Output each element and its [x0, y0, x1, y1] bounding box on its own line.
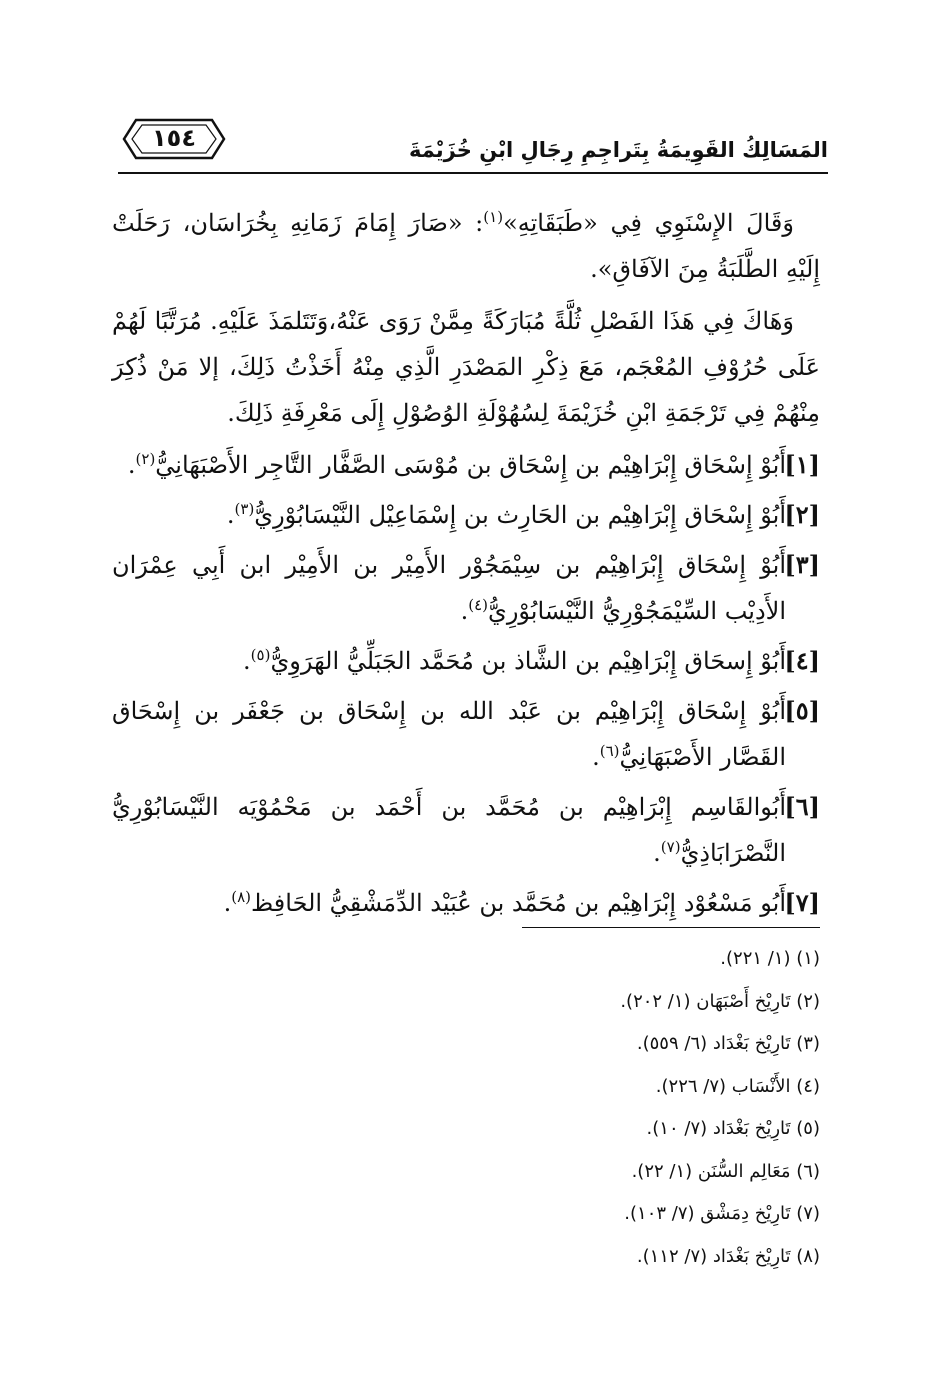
paragraph-intro — [112, 298, 820, 436]
footnotes — [300, 938, 820, 1278]
footnote-ref: (٣) — [234, 500, 255, 518]
page-number: ١٥٤ — [152, 124, 196, 152]
paragraph-text: وَقَالَ الإِسْنَوِي فِي «طَبَقَاتِهِ» — [503, 209, 794, 237]
entry-number: [٣] — [784, 550, 820, 579]
page-number-ornament — [122, 116, 226, 162]
page-header — [118, 108, 828, 178]
main-text — [112, 200, 820, 930]
narrator-entry: [٦] أَبُوالقَاسِم إِبْرَاهِيْم بن مُحَمَّد بن أَحْمَد بن مَحْمُوْيَه النَّيْسَابُوْرِيُّ النَّصْرَابَاذِيُّ$^{(٧)}$. — [112, 784, 820, 876]
footnote-ref: (٨) — [231, 888, 252, 906]
entry-text: أَبُوالقَاسِم إِبْرَاهِيْم بن مُحَمَّد بن أَحْمَد بن مَحْمُوْيَه النَّيْسَابُوْرِيُّ النَّصْرَابَاذِيُّ — [112, 793, 786, 867]
entry-text: أَبُوْ إِسْحَاق إِبْرَاهِيْم بن إِسْحَاق بن مُوْسَى الصَّفَّار التَّاجِر الأَصْبَهَانِيُّ — [155, 451, 786, 479]
footnote: (٣) تَارِيْخ بَغْدَاد (٦/ ٥٥٩). — [636, 1033, 820, 1054]
footnote-separator — [522, 927, 820, 928]
entry-text: أَبُوْ إِسْحَاق إِبْرَاهِيْم بن عَبْد الله بن إِسْحَاق بن جَعْفَر بن إِسْحَاق القَصَّار الأَصْبَهَانِيُّ — [112, 697, 786, 771]
footnote: (٥) تَارِيْخ بَغْدَاد (٧/ ١٠). — [646, 1118, 820, 1139]
entry-number: [٧] — [784, 888, 820, 917]
footnote: (٤) الأَنْسَاب (٧/ ٢٢٦). — [655, 1075, 820, 1097]
paragraph-text: : «صَارَ إِمَامَ زَمَانِهِ بِخُرَاسَان، رَحَلَتْ إِلَيْهِ الطَّلَبَةُ مِنَ الآفَاقِ». — [112, 209, 820, 283]
running-title: المَسَالِكُ القَوِيمَةُ بِتَراجِمِ رِجَالِ ابْنِ خُزَيْمَةَ — [408, 138, 828, 162]
entry-text: أَبُوْ إِسْحَاق إِبْرَاهِيْم بن الحَارِث بن إِسْمَاعِيْل النَّيْسَابُوْرِيُّ — [254, 501, 786, 529]
footnote-ref: (٥) — [250, 646, 271, 664]
entry-number: [١] — [784, 450, 820, 479]
footnote-ref: (١) — [483, 208, 504, 226]
entry-text: أَبُو مَسْعُوْد إِبْرَاهِيْم بن مُحَمَّد بن عُبَيْد الدِّمَشْقِيُّ الحَافِظ — [251, 889, 786, 917]
entry-number: [٥] — [784, 696, 820, 725]
entry-number: [٤] — [784, 646, 820, 675]
entry-text: أَبُوْ إِسْحَاق إِبْرَاهِيْم بن سِيْمَجُوْر الأَمِيْر بن الأَمِيْر ابن أَبِي عِمْرَان الأَدِيْب السِّيْمَجُوْرِيُّ النَّيْسَابُوْرِيُّ — [112, 551, 786, 625]
entry-number: [٦] — [784, 792, 820, 821]
footnote: (٧) تَارِيْخ دِمَشْق (٧/ ١٠٣). — [624, 1203, 820, 1224]
narrator-entry: [٧] أَبُو مَسْعُوْد إِبْرَاهِيْم بن مُحَمَّد بن عُبَيْد الدِّمَشْقِيُّ الحَافِظ$^{(٨)}$. — [112, 880, 820, 926]
footnote-ref: (٢) — [135, 450, 156, 468]
narrator-entry: [٣] أَبُوْ إِسْحَاق إِبْرَاهِيْم بن سِيْمَجُوْر الأَمِيْر بن الأَمِيْر ابن أَبِي عِمْرَان الأَدِيْب السِّيْمَجُوْرِيُّ النَّيْسَابُوْرِيُّ$^{(٤)}$. — [112, 542, 820, 634]
footnote: (٦) مَعَالِم السُّنَن (١/ ٢٢). — [631, 1160, 820, 1182]
footnote-ref: (٧) — [660, 838, 681, 856]
narrator-entry: [٢] أَبُوْ إِسْحَاق إِبْرَاهِيْم بن الحَارِث بن إِسْمَاعِيْل النَّيْسَابُوْرِيُّ$^{(٣)}$. — [112, 492, 820, 538]
entry-number: [٢] — [784, 500, 820, 529]
footnote: (٨) تَارِيْخ بَغْدَاد (٧/ ١١٢). — [636, 1245, 820, 1267]
narrator-entry: [٤] أَبُوْ إِسحَاق إِبْرَاهِيْم بن الشَّاذ بن مُحَمَّد الجَبَلِّيُّ الهَرَوِيُّ$^{(٥)}$. — [112, 638, 820, 684]
footnote-ref: (٤) — [468, 596, 489, 614]
narrator-entry: [٥] أَبُوْ إِسْحَاق إِبْرَاهِيْم بن عَبْد الله بن إِسْحَاق بن جَعْفَر بن إِسْحَاق القَصَّار الأَصْبَهَانِيُّ$^{(٦)}$. — [112, 688, 820, 780]
paragraph-text: وَهَاكَ فِي هَذَا الفَصْلِ ثُلَّةً مُبَارَكَةً مِمَّنْ رَوَى عَنْهُ،وَتَتَلمَذَ عَلَيْهِ. مُرَتَّبًا لَهُمْ عَلَى حُرُوْفِ المُعْجَم، مَعَ ذِكْرِ المَصْدَرِ الَّذِي مِنْهُ أَخَذْتُ ذَلِكَ، إلا مَنْ ذُكِرَ مِنْهُمْ فِي تَرْجَمَةِ ابْنِ خُزَيْمَةَ لِسُهُوْلَةِ الوُصُوْلِ إِلَى مَعْرِفَةِ ذَلِكَ. — [112, 307, 820, 427]
header-rule — [118, 172, 828, 174]
footnote-ref: (٦) — [599, 742, 620, 760]
paragraph-isnawi-quote — [112, 200, 820, 292]
entry-text: أَبُوْ إِسحَاق إِبْرَاهِيْم بن الشَّاذ بن مُحَمَّد الجَبَلِّيُّ الهَرَوِيُّ — [270, 647, 786, 675]
footnote: (١) (١/ ٢٢١). — [720, 948, 820, 969]
footnote: (٢) تَارِيْخ أَصْبَهَان (١/ ٢٠٢). — [620, 990, 820, 1012]
narrator-entry: [١] أَبُوْ إِسْحَاق إِبْرَاهِيْم بن إِسْحَاق بن مُوْسَى الصَّفَّار التَّاجِر الأَصْبَهَانِيُّ$^{(٢)}$. — [112, 442, 820, 488]
